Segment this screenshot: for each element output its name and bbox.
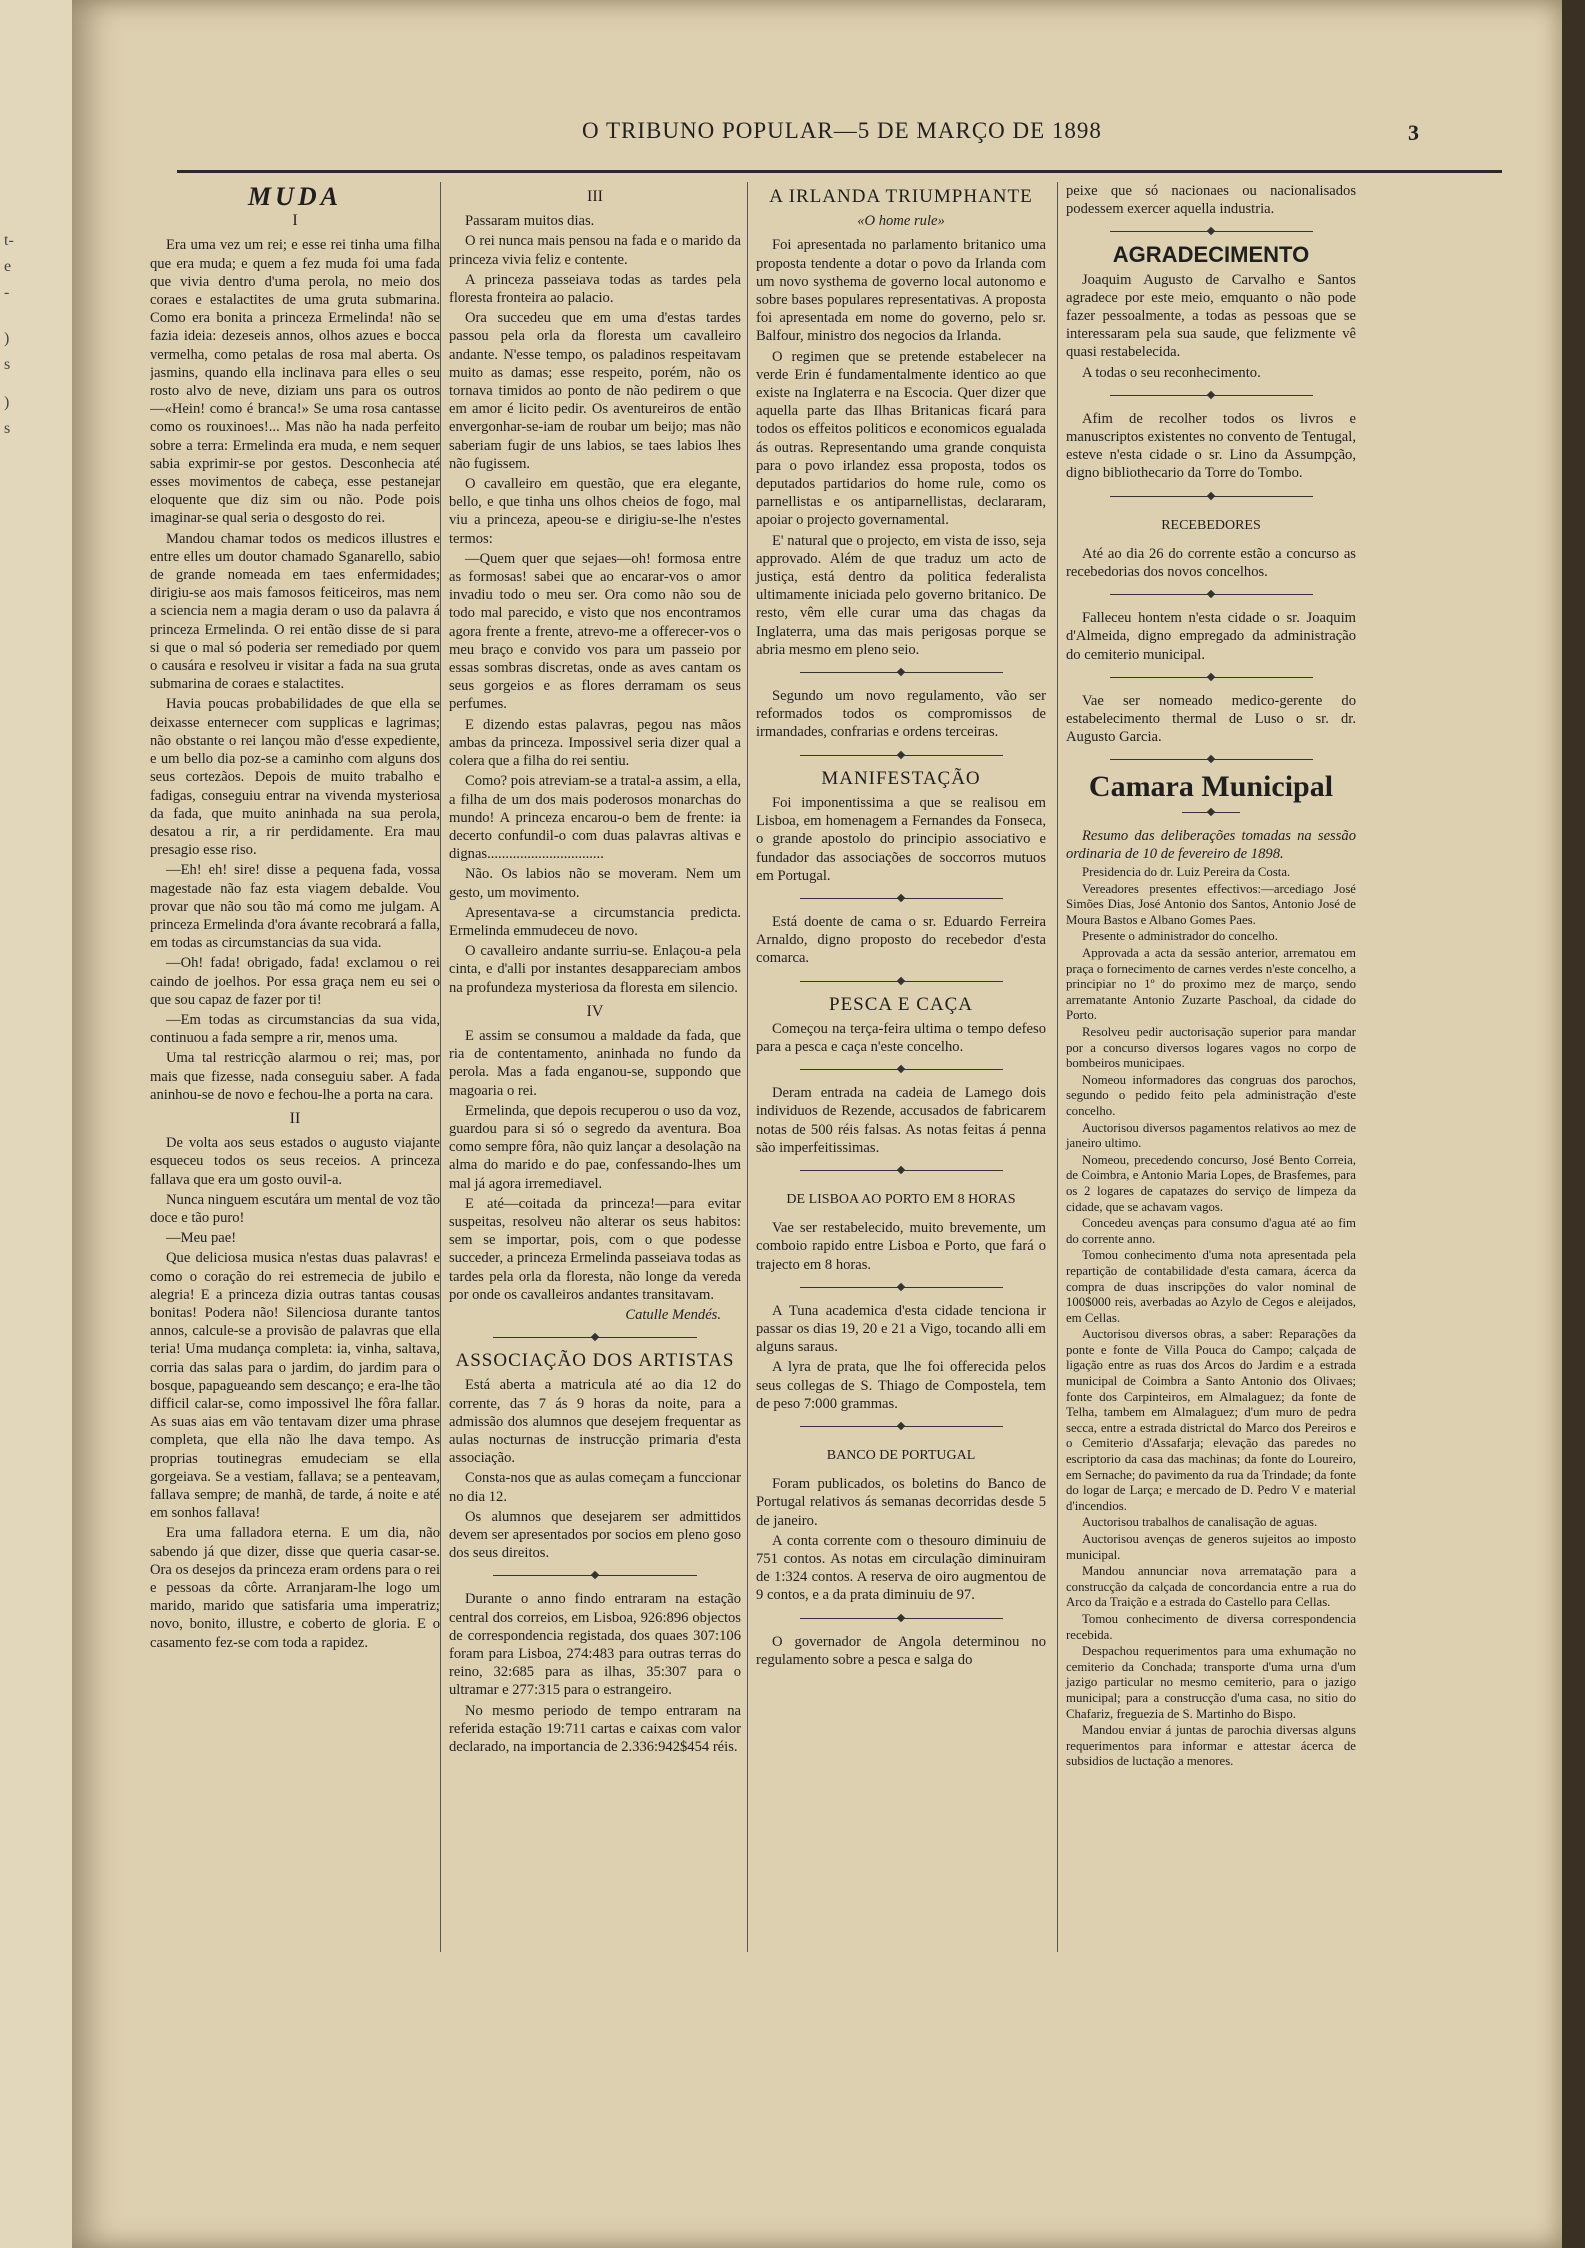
margin-fragment: ) — [4, 394, 10, 411]
paragraph: Mandou enviar á juntas de parochia diversas alguns requerimentos para informar e attestar ácerca de subsidios de luctação a menores. — [1066, 1723, 1356, 1769]
paragraph: Auctorisou avenças de generos sujeitos ao imposto municipal. — [1066, 1532, 1356, 1562]
paragraph: Foram publicados, os boletins do Banco de Portugal relativos ás semanas decorridas desde 5 de janeiro. — [756, 1476, 1046, 1529]
separator — [1110, 754, 1313, 766]
paragraph: Resolveu pedir auctorisação superior para mandar por a concurso diversos logares vagos no corpo de bombeiros municipaes. — [1066, 1025, 1356, 1071]
paragraph: Como? pois atreviam-se a tratal-a assim, a ella, a filha de um dos mais poderosos monarchas do mundo! A princeza encarou-o bem de frente: ia decerto confundil-o com duas palavras altivas e dignas................................ — [449, 773, 741, 863]
paragraph: Vae ser nomeado medico-gerente do estabelecimento thermal de Luso o sr. dr. Augusto Garcia. — [1066, 692, 1356, 746]
separator — [800, 1282, 1003, 1294]
paragraph: Nomeou informadores das congruas dos parochos, segundo o pedido feito pela administração d'este concelho. — [1066, 1072, 1356, 1118]
paragraph: Que deliciosa musica n'estas duas palavras! e como o coração do rei estremecia de jubilo e alegria! E a princeza dizia outras tantas cousas bonitas! Podera não! Silenciosa durante tantos annos, calcule-se a provisão de palavras que ella teria! Uma mudança completa: ia, vinha, saltava, corria das salas para o jardim, do jardim para o bosque, papagueando sem descanço; e era-lhe tão difficil calar-se, como impossivel lhe fôra fallar. As suas aias em vão tentavam dizer uma phrase completa, que ella não lhe dava tempo. As proprias toutinegras emudeciam se ella gorgeiava. Se a vestiam, fallava; se a penteavam, fallava sempre; de manhã, de tarde, á noite e até em sonhos fallava! — [150, 1250, 440, 1522]
paragraph: Auctorisou trabalhos de canalisação de aguas. — [1082, 1515, 1318, 1530]
paragraph: De volta aos seus estados o augusto viajante esqueceu todos os seus receios. A princeza fallava que era um gosto ouvil-a. — [150, 1135, 440, 1188]
paragraph: Era uma falladora eterna. E um dia, não sabendo já que dizer, disse que queria casar-se. Ora os desejos da princeza eram ordens para o rei e pessoas da côrte. Arranjaram-lhe logo um marido, marido que satisfaria uma imperatriz; novo, bonito, illustre, e coberto de gloria. E o casamento fez-se com toda a rapidez. — [150, 1525, 440, 1651]
margin-fragment: s — [4, 356, 11, 373]
author-signature: Catulle Mendés. — [625, 1306, 721, 1323]
paragraph: O cavalleiro andante surriu-se. Enlaçou-a pela cinta, e d'alli por instantes desappareciam ambos na profundeza mysteriosa da floresta em silencio. — [449, 943, 741, 996]
part-number: I — [292, 212, 298, 230]
paragraph: —Meu pae! — [166, 1230, 237, 1247]
paragraph: —Eh! eh! sire! disse a pequena fada, vossa magestade não faz esta viagem debalde. Vou provar que não sou tão má como me julgam. A princeza Ermelinda d'ora ávante recobrará a falla, em todas as circumstancias da sua vida. — [150, 862, 440, 952]
newspaper-page — [72, 0, 1562, 2248]
paragraph: Uma tal restricção alarmou o rei; mas, por mais que fizesse, nada conseguiu saber. A fada aninhou-se de novo e fechou-lhe a porta na cara. — [150, 1050, 440, 1103]
paragraph: A princeza passeiava todas as tardes pela floresta fronteira ao palacio. — [449, 271, 741, 307]
column-2 — [440, 182, 741, 1952]
section-title: RECEBEDORES — [1161, 517, 1261, 533]
paragraph: Ora succedeu que em uma d'estas tardes passou pela orla da floresta um cavalleiro andante. N'esse tempo, os paladinos respeitavam muito as damas; esse respeito, porém, não os tornava timidos ao ponto de não pedirem o que em amor é licito pedir. Os aventureiros de então envergonhar-se-iam de roubar um beijo; mas não saberiam fugir de uns labios, se taes labios lhes não fugissem. — [449, 310, 741, 472]
separator — [1110, 390, 1313, 402]
section-title: A IRLANDA TRIUMPHANTE — [769, 186, 1033, 207]
separator — [1110, 226, 1313, 238]
masthead: O TRIBUNO POPULAR—5 DE MARÇO DE 1898 — [582, 118, 1102, 143]
paragraph: Deram entrada na cadeia de Lamego dois individuos de Rezende, accusados de fabricarem notas de 500 réis falsas. As notas feitas á penna são imperfeitissimas. — [756, 1085, 1046, 1156]
section-title: PESCA E CAÇA — [829, 993, 973, 1015]
paragraph: E assim se consumou a maldade da fada, que ria de contentamento, aninhada no fundo da perola. Mas a fada enganou-se, suppondo que magoaria o rei. — [449, 1027, 741, 1099]
separator — [800, 750, 1003, 762]
paragraph: O cavalleiro em questão, que era elegante, bello, e que tinha uns olhos cheios de fogo, mal viu a princeza, apeou-se e dirigiu-se-lhe n'estes termos: — [449, 476, 741, 547]
separator — [493, 1570, 697, 1582]
paragraph: Vae ser restabelecido, muito brevemente, um comboio rapido entre Lisboa e Porto, que fará o trajecto em 8 horas. — [756, 1220, 1046, 1273]
paragraph: Começou na terça-feira ultima o tempo defeso para a pesca e caça n'este concelho. — [756, 1020, 1046, 1055]
paragraph: Nunca ninguem escutára um mental de voz tão doce e tão puro! — [150, 1191, 440, 1226]
separator — [800, 976, 1003, 988]
separator — [800, 1165, 1003, 1177]
margin-fragment: e — [4, 258, 12, 275]
paragraph: Mandou annunciar nova arrematação para a construcção da calçada de concordancia entre a rua do Arco da Traição e a estrada do Castello para Cellas. — [1066, 1564, 1356, 1610]
paragraph: Havia poucas probabilidades de que ella se deixasse enternecer com supplicas e lagrimas; não obstante o rei lançou mão d'esse expediente, e um bello dia poz-se a caminho com alguns dos seus cortezãos. Depois de muito trabalho e fadigas, conseguiu entrar na vivenda mysteriosa da fada, que muito aninhada na sua perola, desatou a rir, a rir perdidamente. Era mau presagio esse riso. — [150, 696, 440, 859]
separator — [493, 1332, 697, 1344]
story-title: MUDA — [247, 182, 342, 211]
paragraph: Apresentava-se a circumstancia predicta. Ermelinda emmudeceu de novo. — [449, 904, 741, 939]
section-title: MANIFESTAÇÃO — [821, 767, 981, 789]
minutes-block — [1066, 865, 1356, 1770]
paragraph: O rei nunca mais pensou na fada e o marido da princeza vivia feliz e contente. — [449, 233, 741, 268]
paragraph: Está doente de cama o sr. Eduardo Ferreira Arnaldo, digno proposto do recebedor d'esta comarca. — [756, 913, 1046, 967]
paragraph: A Tuna academica d'esta cidade tenciona ir passar os dias 19, 20 e 21 a Vigo, tocando alli em alguns saraus. — [756, 1302, 1046, 1356]
paragraph: Foi apresentada no parlamento britanico uma proposta tendente a dotar o povo da Irlanda com um novo systhema de governo local autonomo e sobre bases populares representativas. A proposta foi apresentada em nome do governo, pelo sr. Balfour, ministro dos negocios da Irlanda. — [756, 237, 1046, 345]
separator — [800, 893, 1003, 905]
margin-fragment: - — [4, 284, 10, 301]
paragraph: —Quem quer que sejaes—oh! formosa entre as formosas! sabei que ao encarar-vos o amor invadiu todo o meu ser. Ora como não sou de todo mal parecido, e visto que nos encontramos agora frente a frente, atrevo-me a offerecer-vos o meu braço e convido vos para um passeio por essas sombras discretas, onde as aves cantam os seus gorgeios e as flores derramam os seus perfumes. — [449, 550, 741, 713]
paragraph: Joaquim Augusto de Carvalho e Santos agradece por este meio, emquanto o não pode fazer pessoalmente, a todas as pessoas que se interessaram pela sua saude, que felizmente vê quasi restabelecida. — [1066, 271, 1356, 361]
separator — [1110, 589, 1313, 601]
paragraph: O regimen que se pretende estabelecer na verde Erin é fundamentalmente identico ao que existe na Inglaterra e na Escocia. Quer dizer que aquella parte das Ilhas Britanicas ficará para todos os effeitos politicos e economicos egualada ás outras. Representando uma grande conquista para o povo irlandez essa proposta, todos os deputados partidarios do home rule, como os parnellistas e os antiparnellistas, declararam, apoiar o projecto governamental. — [756, 348, 1046, 529]
section-subtitle: «O home rule» — [857, 213, 945, 230]
section-title: AGRADECIMENTO — [1112, 242, 1310, 268]
separator — [800, 667, 1003, 679]
paragraph: A todas o seu reconhecimento. — [1082, 364, 1261, 381]
paragraph: Vereadores presentes effectivos:—arcediago José Simões Dias, José Antonio dos Santos, Antonio José de Moura Bastos e Albano Gomes Paes. — [1066, 881, 1356, 927]
paragraph: No mesmo periodo de tempo entraram na referida estação 19:711 cartas e caixas com valor declarado, na importancia de 2.336:942$454 réis. — [449, 1702, 741, 1756]
paragraph: Despachou requerimentos para uma exhumação no cemiterio da Conchada; transporte d'uma urna d'um jazigo particular no mesmo cemiterio, para o jazigo municipal; para a construcção d'uma casa, no sitio do Chafariz, freguezia de S. Martinho do Bispo. — [1066, 1644, 1356, 1721]
paragraph: Presente o administrador do concelho. — [1082, 929, 1278, 944]
paragraph: Auctorisou diversos pagamentos relativos ao mez de janeiro ultimo. — [1066, 1120, 1356, 1151]
paragraph: Presidencia do dr. Luiz Pereira da Costa. — [1082, 865, 1291, 880]
separator — [1110, 672, 1313, 684]
column-4 — [1057, 182, 1356, 1952]
part-number: III — [587, 188, 603, 205]
margin-fragment: t- — [4, 232, 14, 249]
column-3 — [747, 182, 1046, 1952]
paragraph: A conta corrente com o thesouro diminuiu de 751 contos. As notas em circulação diminuiram de 1:324 contos. A reserva de oiro augmentou de 9 contos, e a da prata diminuiu de 97. — [756, 1532, 1046, 1604]
page-number: 3 — [1408, 120, 1419, 145]
paragraph: Ermelinda, que depois recuperou o uso da voz, guardou para si só o segredo da aventura. Boa como sempre fôra, não quiz lançar a desolação na alma do marido e do pae, confessando-lhes um mal já agora irremediavel. — [449, 1102, 741, 1192]
section-title: ASSOCIAÇÃO DOS ARTISTAS — [455, 1350, 735, 1372]
paragraph: Nomeou, precedendo concurso, José Bento Correia, de Coimbra, e Antonio Maria Lopes, de Brasfemes, para os 2 logares de capatazes do serviço de limpeza da cidade, que se achavam vagos. — [1066, 1152, 1356, 1214]
paragraph: Tomou conhecimento de diversa correspondencia recebida. — [1066, 1611, 1356, 1642]
paragraph: O governador de Angola determinou no regulamento sobre a pesca e salga do — [756, 1633, 1046, 1668]
column-1 — [150, 182, 440, 1952]
separator — [1110, 491, 1313, 503]
paragraph: Passaram muitos dias. — [465, 213, 595, 230]
section-title: BANCO DE PORTUGAL — [826, 1447, 976, 1463]
paragraph: Falleceu hontem n'esta cidade o sr. Joaquim d'Almeida, digno empregado da administração do cemiterio municipal. — [1066, 610, 1356, 663]
section-subtitle: Resumo das deliberações tomadas na sessão ordinaria de 10 de fevereiro de 1898. — [1066, 827, 1356, 862]
part-number: IV — [586, 1002, 604, 1020]
paragraph: E até—coitada da princeza!—para evitar suspeitas, resolveu não alterar os seus habitos: sem se importar, pois, com o que podesse succeder, a princeza Ermelinda passeiava todas as tardes pela orla da floresta, não longe da vereda por onde os cavalleiros andantes transitavam. — [449, 1195, 741, 1303]
section-title: Camara Municipal — [1088, 770, 1334, 804]
paragraph: —Oh! fada! obrigado, fada! exclamou o rei caindo de joelhos. Por essa graça nem eu sei o que sou capaz de fazer por ti! — [150, 955, 440, 1008]
section-title: DE LISBOA AO PORTO EM 8 HORAS — [786, 1191, 1016, 1207]
paragraph: Não. Os labios não se moveram. Nem um gesto, um movimento. — [449, 866, 741, 901]
paragraph: Afim de recolher todos os livros e manuscriptos existentes no convento de Tentugal, esteve n'esta cidade o sr. Lino da Assumpção, digno bibliothecario da Torre do Tombo. — [1066, 410, 1356, 482]
margin-fragment: s — [4, 420, 11, 437]
paragraph: Foi imponentissima a que se realisou em Lisboa, em homenagem a Fernandes da Fonseca, o grande apostolo do principio associativo e fundador das associações de soccorros mutuos em Portugal. — [756, 794, 1046, 884]
paragraph: Consta-nos que as aulas começam a funccionar no dia 12. — [449, 1470, 741, 1505]
paragraph: Tomou conhecimento d'uma nota apresentada pela repartição de contabilidade d'esta camara, ácerca da compra de duas inscripções do valor nominal de 100$000 reis, averbadas ao Azylo de Cegos e aleijados, em Cellas. — [1066, 1248, 1356, 1325]
paragraph: E dizendo estas palavras, pegou nas mãos ambas da princeza. Impossivel seria dizer qual a colera que a filha do rei sentiu. — [449, 716, 741, 770]
paragraph: Auctorisou diversos obras, a saber: Reparações da ponte e fonte de Villa Pouca do Campo; calçada de ligação entre as ruas dos Arcos do Jardim e a estrada municipal de Coimbra a Santo Antonio dos Olivaes; fonte dos Carpinteiros, em Almalaguez; da fonte de Telha, tambem em Almalaguez; d'um muro de pedra secca, entre a estrada districtal do Marco dos Pereiros e o Cemiterio d'Assafarja; elevação das paredes no escriptorio da casa das machinas; da fonte do Loureiro, em Sernache; do pavimento da rua da Trindade; da fonte do logar de Larça; e mercado de D. Pedro V e material d'incendios. — [1066, 1327, 1356, 1513]
part-number: II — [289, 1109, 301, 1127]
paragraph: Concedeu avenças para consumo d'agua até ao fim do corrente anno. — [1066, 1216, 1356, 1246]
paragraph: Approvada a acta da sessão anterior, arrematou em praça o fornecimento de carnes verdes n'este concelho, a principiar no 1º do proximo mez de março, sendo arrematante Antonio Zuzarte Paschoal, da cidade do Porto. — [1066, 946, 1356, 1023]
separator — [1182, 807, 1240, 819]
header-rule — [177, 170, 1502, 173]
paragraph: Está aberta a matricula até ao dia 12 do corrente, das 7 ás 9 horas da noite, para a admissão dos alumnos que desejem frequentar as aulas nocturnas de instrucção primaria d'esta associação. — [449, 1377, 741, 1467]
separator — [800, 1613, 1003, 1625]
paragraph: A lyra de prata, que lhe foi offerecida pelos seus collegas de S. Thiago de Compostela, tem de peso 7:000 grammas. — [756, 1359, 1046, 1412]
paragraph: Até ao dia 26 do corrente estão a concurso as recebedorias dos novos concelhos. — [1066, 545, 1356, 581]
facing-page-strip — [0, 0, 78, 2248]
paragraph: —Em todas as circumstancias da sua vida, continuou a fada sempre a rir, menos uma. — [150, 1011, 440, 1047]
margin-fragment: ) — [4, 330, 10, 347]
paragraph: Mandou chamar todos os medicos illustres e entre elles um doutor chamado Sganarello, sabio de grande nomeada em taes enfermidades; dirigiu-se aos mais famosos feiticeiros, mas nem a sciencia nem a magia deram o uso da palavra á princeza Ermelinda. O rei então disse de si para si que o mal só poderia ser remediado por quem o causára e resolveu ir visitar a fada na sua gruta submarina de coraes e stalactites. — [150, 530, 440, 693]
paragraph: peixe que só nacionaes ou nacionalisados podessem exercer aquella industria. — [1066, 183, 1356, 218]
paragraph: Os alumnos que desejarem ser admittidos devem ser apresentados por socios em pleno goso dos seus direitos. — [449, 1508, 741, 1562]
separator — [800, 1064, 1003, 1076]
paragraph: E' natural que o projecto, em vista de isso, seja approvado. Além de que traduz um acto de justiça, está dentro da politica federalista ultimamente iniciada pelo governo britanico. De resto, vêm elle curar uma das chagas da Inglaterra, uma das mais perigosas porque se abria mesmo em pleno seio. — [756, 532, 1046, 658]
paragraph: Segundo um novo regulamento, vão ser reformados todos os compromissos de irmandades, confrarias e ordens terceiras. — [756, 688, 1046, 741]
paragraph: Era uma vez um rei; e esse rei tinha uma filha que era muda; e quem a fez muda foi uma fada que vivia dentro d'uma perola, no meio dos coraes e estalactites de uma gruta submarina. Como era bonita a princeza Ermelinda! não se fazia ideia: dezeseis annos, olhos azues e bocca vermelha, como petalas de rosa mal aberta. Os jasmins, quando ella inclinava para elles o seu rosto alvo de neve, diziam uns para os outros—«Hein! como é branca!» Se uma rosa cantasse como os rouxinoes!... Mas não ha nada perfeito sobre a terra: Ermelinda era muda, e nem sequer sabia exprimir-se por gestos. Desconhecia até esses movimentos de cabeça, esse pestanejar eloquente que diz sim ou não. Pode pois imaginar-se qual seria o desgosto do rei. — [150, 237, 440, 527]
paragraph: Durante o anno findo entraram na estação central dos correios, em Lisboa, 926:896 objectos de correspondencia registada, dos quaes 307:106 foram para Lisboa, 274:483 para outras terras do reino, 32:685 para as ilhas, 35:307 para o ultramar e 277:315 para o estrangeiro. — [449, 1591, 741, 1699]
separator — [800, 1421, 1003, 1433]
